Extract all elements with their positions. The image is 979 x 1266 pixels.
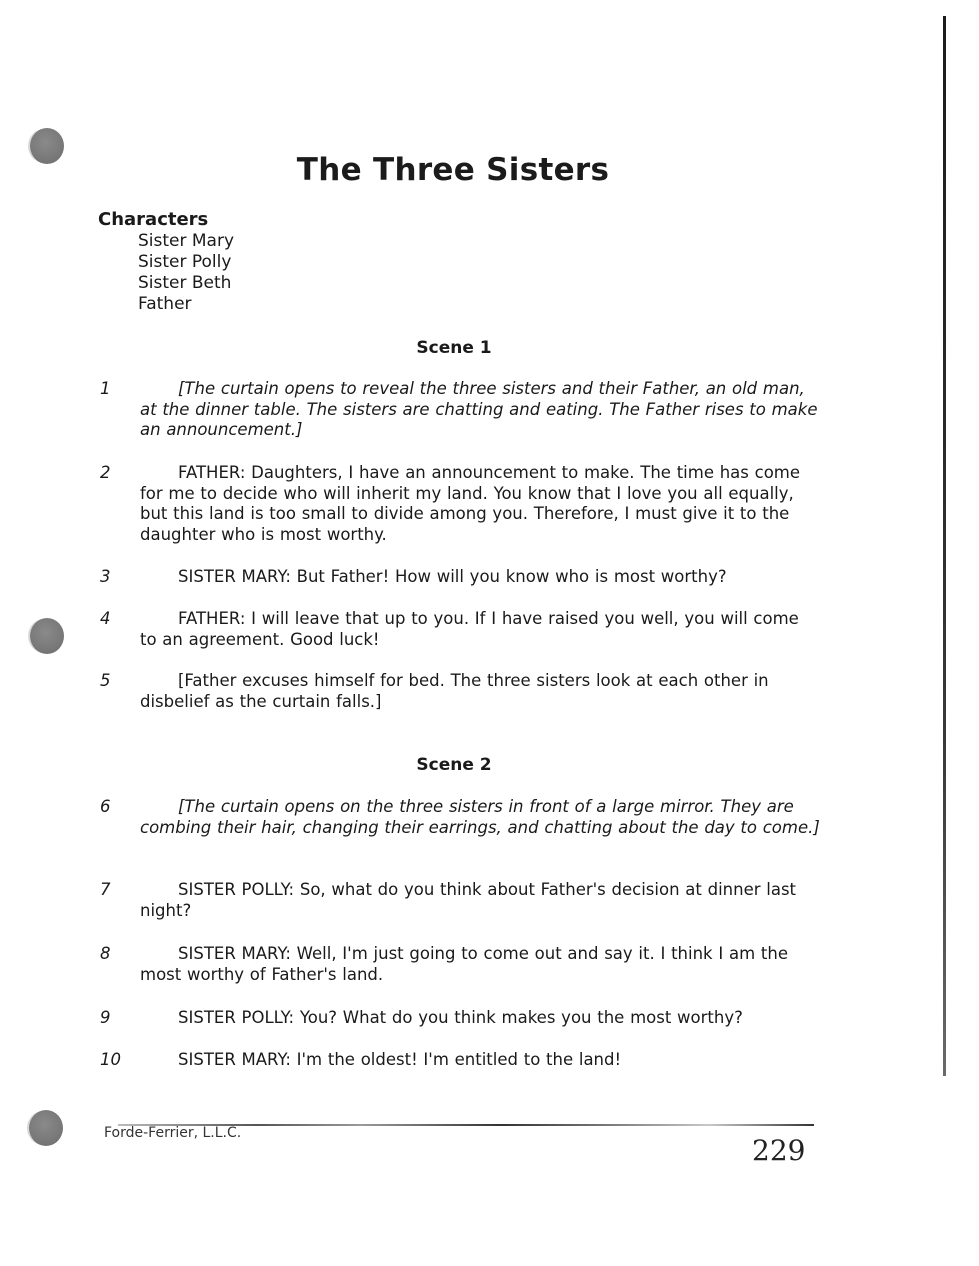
character-names	[138, 231, 234, 315]
scene-1-heading: Scene 1	[416, 338, 492, 358]
line-number: 6	[100, 797, 111, 816]
publisher-name: Forde-Ferrier, L.L.C.	[104, 1125, 242, 1141]
script-line	[100, 463, 820, 545]
page-number: 229	[752, 1134, 806, 1167]
scene-2-heading: Scene 2	[416, 755, 492, 775]
line-number: 10	[100, 1050, 121, 1069]
script-line	[100, 1050, 820, 1071]
stage-direction: [The curtain opens on the three sisters in front of a large mirror. They are combing their hair, changing their earrings, and chatting about the day to come.]	[140, 797, 820, 837]
script-line	[100, 671, 820, 712]
character-item: Sister Polly	[138, 252, 232, 272]
scan-binding-edge	[943, 16, 946, 1076]
stage-direction: [The curtain opens to reveal the three sisters and their Father, an old man, at the dinner table. The sisters are chatting and eating. The Father rises to make an announcement.]	[140, 379, 818, 439]
character-item: Sister Mary	[138, 231, 235, 251]
line-number: 4	[100, 609, 111, 628]
dialogue-text: SISTER MARY: Well, I'm just going to come out and say it. I think I am the most worthy of Father's land.	[140, 944, 788, 984]
dialogue-text: SISTER MARY: I'm the oldest! I'm entitled to the land!	[178, 1050, 622, 1069]
script-line	[100, 797, 820, 838]
line-number: 2	[100, 463, 111, 482]
character-list	[98, 209, 234, 315]
script-line	[100, 379, 820, 441]
dialogue-text: FATHER: Daughters, I have an announcement to make. The time has come for me to decide who will inherit my land. You know that I love you all equally, but this land is too small to divide among you. Therefore, I must give it to the daughter who is most worthy.	[140, 463, 801, 544]
line-number: 7	[100, 880, 111, 899]
script-line	[100, 609, 820, 650]
line-number: 3	[100, 567, 111, 586]
character-item: Father	[138, 294, 192, 314]
dialogue-text: SISTER POLLY: So, what do you think about Father's decision at dinner last night?	[140, 880, 797, 920]
play-title: The Three Sisters	[296, 152, 610, 188]
line-number: 9	[100, 1008, 111, 1027]
script-line	[100, 1008, 820, 1029]
dialogue-text: SISTER POLLY: You? What do you think makes you the most worthy?	[178, 1008, 743, 1027]
character-item: Sister Beth	[138, 273, 232, 293]
script-line	[100, 944, 820, 985]
line-number: 5	[100, 671, 111, 690]
dialogue-text: FATHER: I will leave that up to you. If I have raised you well, you will come to an agreement. Good luck!	[140, 609, 799, 649]
script-line	[100, 880, 820, 921]
stage-direction: [Father excuses himself for bed. The three sisters look at each other in disbelief as the curtain falls.]	[140, 671, 769, 711]
characters-heading: Characters	[98, 209, 209, 230]
line-number: 8	[100, 944, 111, 963]
punch-hole-middle	[30, 618, 64, 654]
punch-hole-bottom	[29, 1110, 63, 1146]
script-line	[100, 567, 820, 588]
line-number: 1	[100, 379, 111, 398]
dialogue-text: SISTER MARY: But Father! How will you know who is most worthy?	[178, 567, 727, 586]
